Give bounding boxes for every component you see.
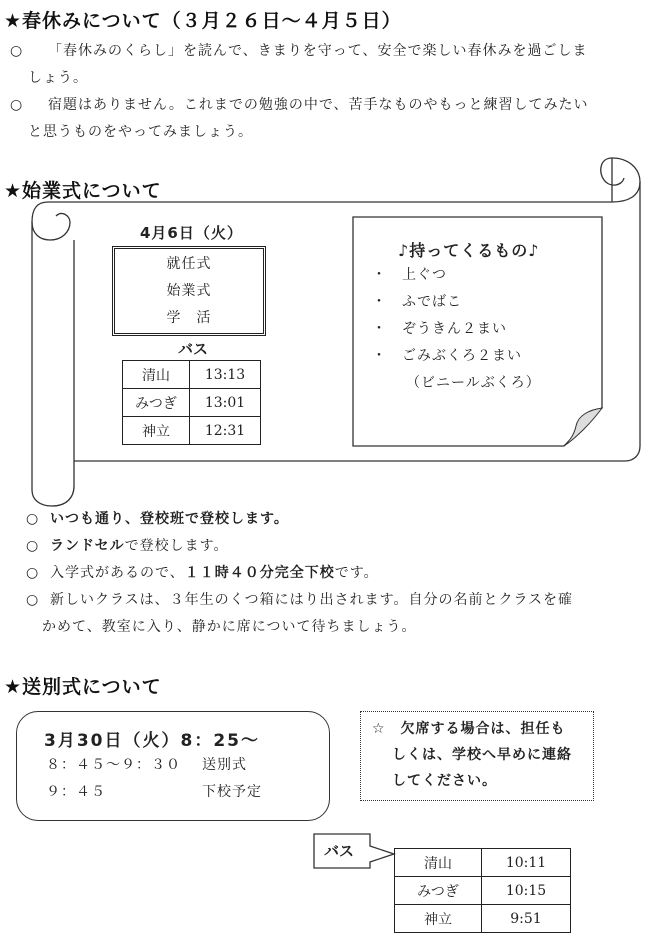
bullet-mark: ・ (372, 267, 387, 283)
bus-stop: 神立 (123, 417, 190, 445)
note-text: いつも通り、登校班で登校します。 (50, 511, 289, 527)
note-bold: ランドセル (50, 538, 125, 554)
bus-time: 9:51 (482, 905, 571, 933)
bring-item: 上ぐつ (402, 267, 447, 283)
spring-bullet-1 (10, 38, 587, 92)
absence-line: しくは、学校へ早めに連絡 (392, 747, 572, 763)
bus-stop: 清山 (395, 849, 482, 877)
bullet-text: 宿題はありません。これまでの勉強の中で、苦手なものやもっと練習してみたい (48, 97, 589, 113)
bring-note: （ビニールぶくろ） (406, 375, 541, 391)
bring-title: ♪持ってくるもの♪ (398, 241, 540, 260)
list-item (372, 262, 541, 289)
schedule-event: 送別式 (202, 757, 247, 773)
note-4 (26, 587, 573, 614)
opening-notes (26, 506, 573, 641)
bus-stop: みつぎ (395, 877, 482, 905)
bullet-text-cont: と思うものをやってみましょう。 (28, 124, 253, 140)
farewell-date: 3月30日（火）8：25～ (44, 731, 260, 751)
bus-stop: 清山 (123, 361, 190, 389)
bus-time: 12:31 (190, 417, 261, 445)
note-2 (26, 533, 573, 560)
bus-stop: 神立 (395, 905, 482, 933)
spring-heading: ★春休みについて（３月２６日～４月５日） (4, 10, 402, 32)
note-text: で登校します。 (124, 538, 229, 554)
note-text: です。 (334, 565, 379, 581)
bullet-mark: ・ (372, 321, 387, 337)
bullet-mark: ○ (26, 538, 40, 554)
bring-item: ごみぶくろ２まい (402, 348, 522, 364)
table-row (395, 849, 571, 877)
bus-time: 10:15 (482, 877, 571, 905)
ceremony-item: 始業式 (166, 283, 212, 299)
bullet-text-cont: しょう。 (28, 70, 88, 86)
schedule-row (46, 752, 262, 779)
schedule-event: 下校予定 (202, 784, 262, 800)
opening-bus-table (122, 360, 261, 445)
farewell-bus-table (394, 848, 571, 933)
bullet-mark: ・ (372, 294, 387, 310)
schedule-time: ９：４５ (46, 784, 106, 800)
opening-date: 4月6日（火） (140, 224, 243, 242)
note-3 (26, 560, 573, 587)
table-row (123, 389, 261, 417)
bullet-mark: ○ (10, 97, 24, 113)
note-4-cont: かめて、教室に入り、静かに席について待ちましょう。 (42, 619, 417, 635)
ceremony-item: 学 活 (166, 310, 212, 326)
schedule-row (46, 779, 262, 806)
table-row (395, 905, 571, 933)
table-row (123, 417, 261, 445)
bring-list (372, 262, 541, 397)
bullet-mark: ○ (10, 43, 24, 59)
bullet-text: 「春休みのくらし」を読んで、きまりを守って、安全で楽しい春休みを過ごしま (48, 43, 588, 59)
bus-stop: みつぎ (123, 389, 190, 417)
absence-line: ☆ 欠席する場合は、担任も (372, 721, 566, 737)
farewell-heading: ★送別式について (4, 676, 162, 698)
list-item (372, 289, 541, 316)
bullet-mark: ○ (26, 511, 40, 527)
bullet-mark: ○ (26, 565, 40, 581)
absence-note (372, 716, 572, 794)
opening-bus-label: バス (178, 340, 209, 358)
bring-item: ぞうきん２まい (402, 321, 507, 337)
bullet-mark: ○ (26, 592, 40, 608)
bus-time: 13:13 (190, 361, 261, 389)
table-row (123, 361, 261, 389)
list-item (372, 316, 541, 343)
farewell-bus-label: バス (324, 842, 355, 860)
bring-item: ふでばこ (402, 294, 462, 310)
table-row (395, 877, 571, 905)
farewell-schedule (46, 752, 262, 806)
opening-heading: ★始業式について (4, 180, 162, 202)
bus-time: 13:01 (190, 389, 261, 417)
spring-bullet-2 (10, 92, 589, 146)
note-text: 新しいクラスは、３年生のくつ箱にはり出されます。自分の名前とクラスを確 (50, 592, 574, 608)
bus-time: 10:11 (482, 849, 571, 877)
ceremony-box (112, 246, 266, 336)
list-item (372, 343, 541, 370)
note-bold: １１時４０分完全下校 (184, 565, 335, 581)
bullet-mark: ・ (372, 348, 387, 364)
note-text: 入学式があるので、 (50, 565, 185, 581)
schedule-time: ８：４５～９：３０ (46, 757, 181, 773)
absence-line: してください。 (392, 773, 497, 789)
note-1 (26, 506, 573, 533)
ceremony-item: 就任式 (166, 256, 212, 272)
